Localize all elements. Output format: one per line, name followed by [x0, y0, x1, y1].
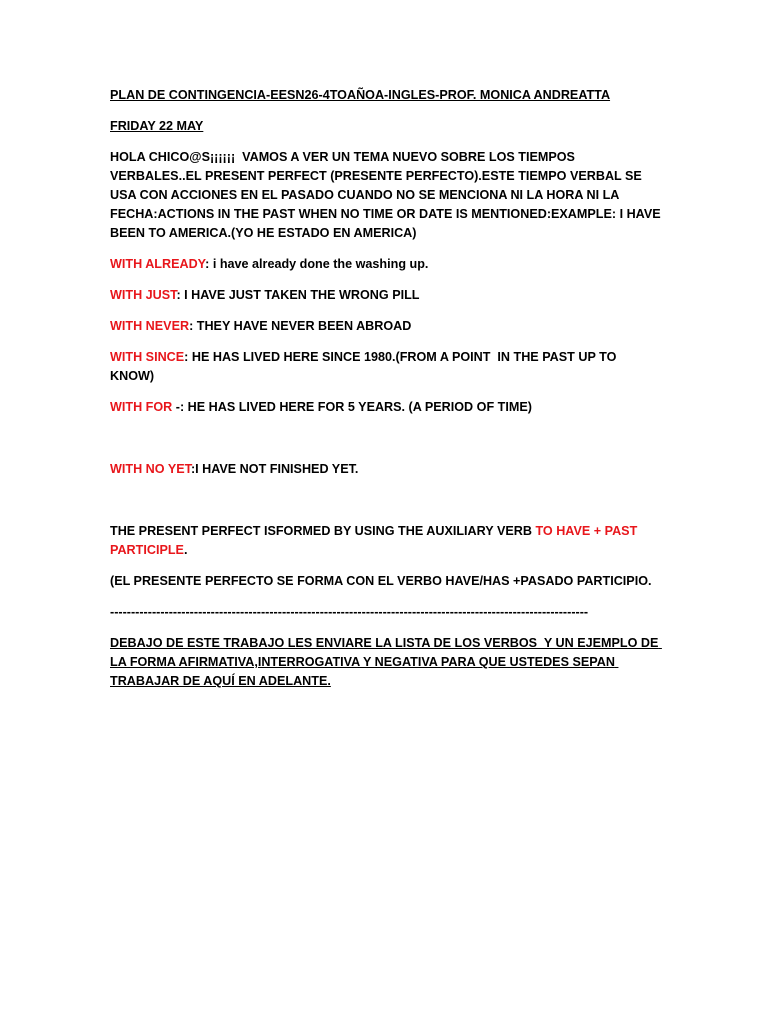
example-text: : THEY HAVE NEVER BEEN ABROAD — [189, 319, 412, 333]
divider-line: ------------------------------------------------------------------------------------------------------------------ — [110, 605, 589, 619]
spanish-note: (EL PRESENTE PERFECTO SE FORMA CON EL VERBO HAVE/HAS +PASADO PARTICIPIO. — [110, 574, 652, 588]
example-text: : i have already done the washing up. — [205, 257, 429, 271]
example-label: WITH JUST — [110, 288, 177, 302]
intro-paragraph: HOLA CHICO@S¡¡¡¡¡¡ VAMOS A VER UN TEMA NUEVO SOBRE LOS TIEMPOS VERBALES..EL PRESENT PERFECT (PRESENTE PERFECTO).ESTE TIEMPO VERBAL SE USA CON ACCIONES EN EL PASADO CUANDO NO SE MENCIONA NI LA HORA NI LA FECHA:ACTIONS IN THE PAST WHEN NO TIME OR DATE IS MENTIONED:EXAMPLE: I HAVE BEEN TO AMERICA.(YO HE ESTADO EN AMERICA) — [110, 150, 665, 240]
document-date: FRIDAY 22 MAY — [110, 119, 204, 133]
example-text: -: HE HAS LIVED HERE FOR 5 YEARS. (A PERIOD OF TIME) — [172, 400, 532, 414]
example-label: WITH SINCE — [110, 350, 185, 364]
example-for — [110, 398, 662, 417]
formation-text: THE PRESENT PERFECT ISFORMED BY USING THE AUXILIARY VERB — [110, 524, 536, 538]
formation-highlight: TO HAVE + PAST PARTICIPLE — [110, 524, 641, 557]
formation-end: . — [183, 543, 188, 557]
example-label: WITH NEVER — [110, 319, 190, 333]
closing-paragraph: DEBAJO DE ESTE TRABAJO LES ENVIARE LA LISTA DE LOS VERBOS Y UN EJEMPLO DE LA FORMA AFIRMATIVA,INTERROGATIVA Y NEGATIVA PARA QUE USTEDES SEPAN TRABAJAR DE AQUÍ EN ADELANTE. — [110, 636, 662, 688]
spacer — [110, 429, 662, 460]
example-already — [110, 255, 662, 274]
example-text: :I HAVE NOT FINISHED YET. — [190, 462, 359, 476]
example-text: : I HAVE JUST TAKEN THE WRONG PILL — [176, 288, 420, 302]
example-never — [110, 317, 662, 336]
example-since — [110, 348, 662, 386]
example-no-yet — [110, 460, 662, 479]
document-heading: PLAN DE CONTINGENCIA-EESN26-4TOAÑOA-INGLES-PROF. MONICA ANDREATTA — [110, 88, 611, 102]
spacer — [110, 491, 662, 522]
formation-paragraph — [110, 522, 662, 560]
example-label: WITH FOR — [110, 400, 173, 414]
document-body — [110, 86, 665, 703]
example-text: : HE HAS LIVED HERE SINCE 1980.(FROM A POINT IN THE PAST UP TO KNOW) — [110, 350, 620, 383]
example-just — [110, 286, 662, 305]
example-label: WITH NO YET — [110, 462, 191, 476]
example-label: WITH ALREADY — [110, 257, 206, 271]
